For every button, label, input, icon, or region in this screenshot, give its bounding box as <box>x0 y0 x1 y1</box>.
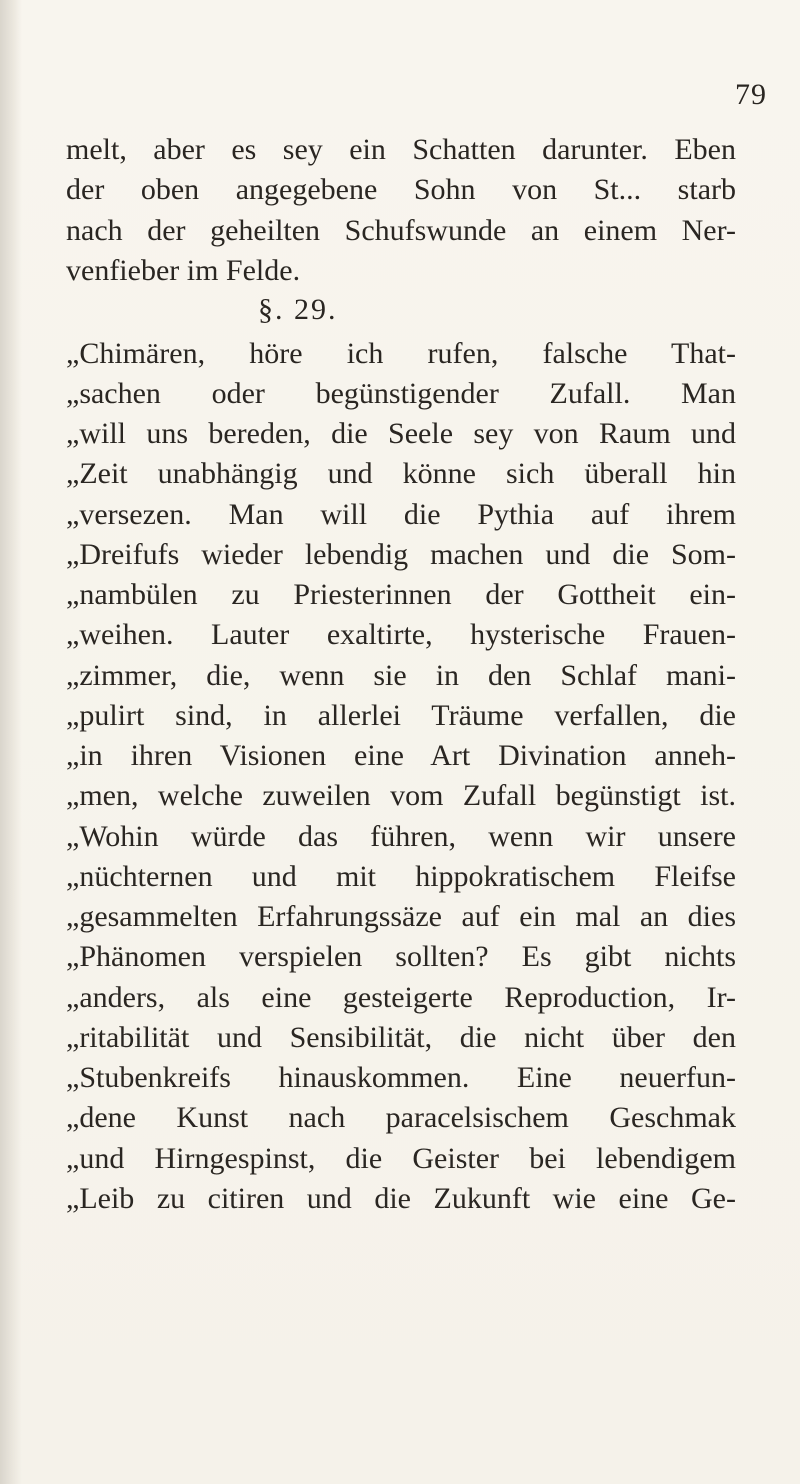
text-line: „nambülen zu Priesterinnen der Gottheit ein- <box>66 578 736 611</box>
text-line: „sachen oder begünstigender Zufall. Man <box>66 377 736 410</box>
text-line: venfieber im Felde. <box>66 254 301 287</box>
text-line: „Chimären, höre ich rufen, falsche That- <box>66 337 736 370</box>
text-line: „weihen. Lauter exaltirte, hysterische Frauen- <box>66 618 736 651</box>
text-line: der oben angegebene Sohn von St... starb <box>66 173 736 206</box>
text-line: „Leib zu citiren und die Zukunft wie eine Ge- <box>66 1182 736 1215</box>
text-line: „nüchternen und mit hippokratischem Fleifse <box>66 860 736 893</box>
text-line: „gesammelten Erfahrungssäze auf ein mal an dies <box>66 900 736 933</box>
text-line: „Zeit unabhängig und könne sich überall hin <box>66 457 736 490</box>
text-line: „Phänomen verspielen sollten? Es gibt nichts <box>66 940 736 973</box>
text-line: „dene Kunst nach paracelsischem Geschmak <box>66 1101 736 1134</box>
text-line: „in ihren Visionen eine Art Divination anneh- <box>66 739 736 772</box>
text-line: „men, welche zuweilen vom Zufall begünstigt ist. <box>66 779 736 812</box>
text-line: „anders, als eine gesteigerte Reproduction, Ir- <box>66 981 736 1014</box>
text-line: „ritabilität und Sensibilität, die nicht über den <box>66 1021 736 1054</box>
text-line: „Dreifufs wieder lebendig machen und die Som- <box>66 538 736 571</box>
text-line: „zimmer, die, wenn sie in den Schlaf mani- <box>66 659 736 692</box>
text-line: „will uns bereden, die Seele sey von Raum und <box>66 417 736 450</box>
text-line: melt, aber es sey ein Schatten darunter. Eben <box>66 133 736 166</box>
text-line: „Stubenkreifs hinauskommen. Eine neuerfun- <box>66 1061 736 1094</box>
text-line: nach der geheilten Schufswunde an einem Ner- <box>66 214 736 247</box>
text-line: „und Hirngespinst, die Geister bei lebendigem <box>66 1142 736 1175</box>
text-line: „Wohin würde das führen, wenn wir unsere <box>66 820 736 853</box>
text-line: „pulirt sind, in allerlei Träume verfallen, die <box>66 699 736 732</box>
page-number: 79 <box>735 78 767 111</box>
section-heading: §. 29. <box>258 293 338 326</box>
text-line: „versezen. Man will die Pythia auf ihrem <box>66 498 736 531</box>
page-binding-edge <box>0 0 22 1484</box>
